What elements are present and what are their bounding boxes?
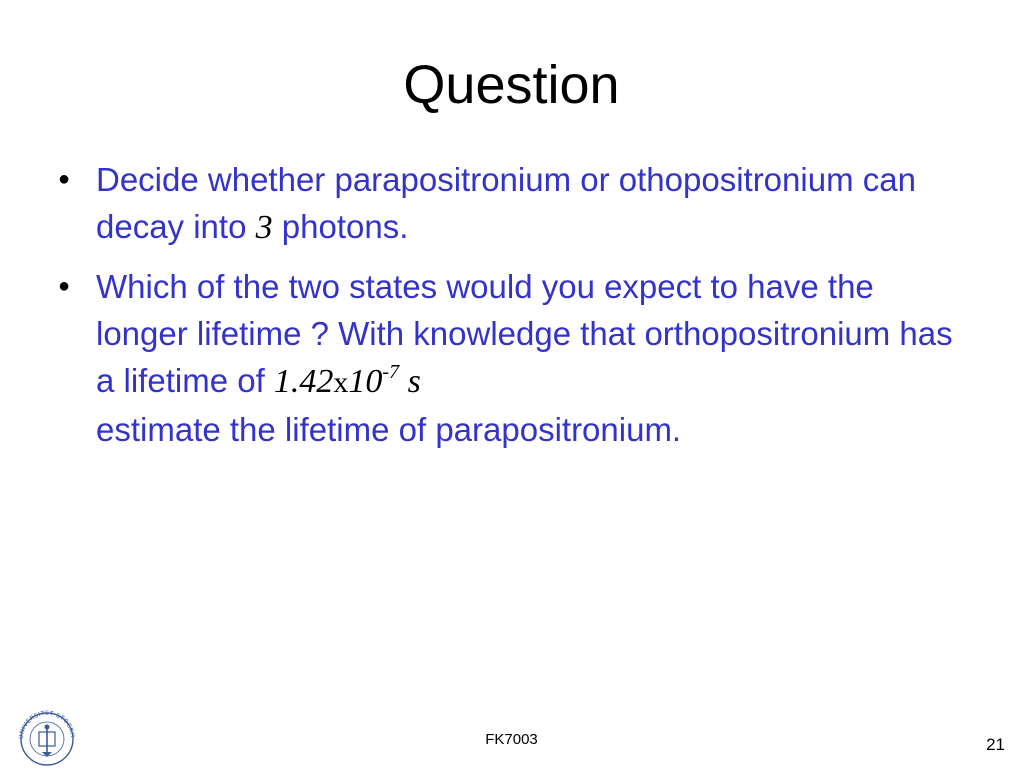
svg-text:UNIVERSITET STOCKHOLMS: UNIVERSITET STOCKH — [17, 709, 77, 740]
slide-title: Question — [403, 55, 620, 115]
bullet-dot-icon: ● — [58, 168, 71, 190]
math-base: 10 — [348, 363, 383, 400]
bullet-item-lifetime-question — [56, 263, 956, 453]
bullet-text-end: estimate the lifetime of parapositronium. — [96, 411, 682, 448]
bullet-dot-icon: ● — [58, 275, 71, 297]
bullet-list — [56, 156, 956, 465]
bullet-item-decay-question — [56, 156, 956, 251]
math-exponent: -7 — [382, 361, 400, 383]
math-photon-count: 3 — [255, 209, 273, 246]
page-number: 21 — [986, 735, 1005, 754]
bullet-text-end: photons. — [272, 208, 409, 245]
bullet-text: Decide whether parapositronium or othopositronium can decay into — [96, 161, 916, 245]
course-code: FK7003 — [485, 731, 538, 748]
math-times: x — [333, 366, 349, 399]
bullet-text: Which of the two states would you expect to have the longer lifetime ? With knowledge that orthopositronium has a lifetime of — [96, 268, 953, 399]
math-unit: s — [407, 363, 421, 400]
math-power — [348, 363, 420, 400]
math-lifetime-mantissa: 1.42 — [273, 363, 334, 400]
